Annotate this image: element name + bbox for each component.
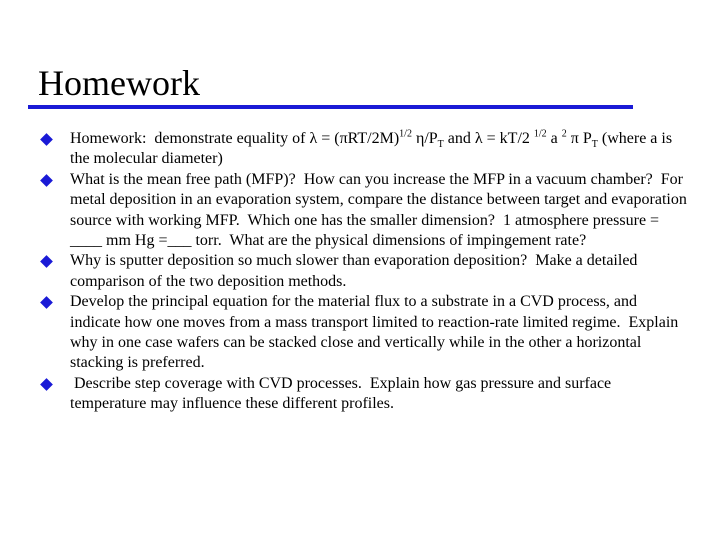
bullet-item xyxy=(40,129,690,170)
text-segment: Why is sputter deposition so much slower than evaporation deposition? Make a detailed comparison of the two deposition methods. xyxy=(70,252,642,290)
superscript: 1/2 xyxy=(399,128,412,140)
text-segment: and λ = kT/2 xyxy=(443,130,534,147)
diamond-bullet-icon xyxy=(40,133,53,146)
bullet-item xyxy=(40,292,690,374)
bullet-item xyxy=(40,251,690,292)
diamond-bullet-icon xyxy=(40,296,53,309)
superscript: 1/2 xyxy=(533,128,547,140)
slide-title: Homework xyxy=(38,63,200,103)
text-segment: π P xyxy=(566,130,592,147)
diamond-bullet-icon xyxy=(40,256,53,269)
diamond-bullet-icon xyxy=(40,174,53,187)
text-segment: a xyxy=(546,130,562,147)
diamond-bullet-icon xyxy=(40,378,53,391)
text-segment: Describe step coverage with CVD processes. Explain how gas pressure and surface temperature may influence these different profiles. xyxy=(70,374,616,413)
text-segment: Homework: demonstrate equality of λ = (πRT/2M) xyxy=(70,130,400,147)
superscript: 2 xyxy=(561,128,567,140)
bullet-text xyxy=(70,129,690,170)
subscript: T xyxy=(591,139,598,151)
bullet-text xyxy=(70,251,690,292)
text-segment: What is the mean free path (MFP)? How can you increase the MFP in a vacuum chamber? For metal deposition in an evaporation system, compare the distance between target and evaporation source with working MFP. Which one has the smaller dimension? 1 atmosphere pressure = ____ mm Hg =___ torr. What are the physical dimensions of impingement rate? xyxy=(70,170,691,250)
bullet-item xyxy=(40,374,690,415)
text-segment: Develop the principal equation for the material flux to a substrate in a CVD process, and indicate how one moves from a mass transport limited to reaction-rate limited regime. Explain why in one case wafers can be stacked close and vertically while in the other a horizontal stacking is preferred. xyxy=(70,293,683,372)
text-segment: η/P xyxy=(411,130,438,147)
bullet-text xyxy=(70,170,690,252)
bullet-list xyxy=(40,129,690,415)
bullet-text xyxy=(70,292,690,374)
bullet-text xyxy=(70,374,690,415)
title-underline xyxy=(28,105,633,109)
subscript: T xyxy=(437,139,444,151)
bullet-item xyxy=(40,170,690,252)
text-segment: (where a is the molecular diameter) xyxy=(70,130,677,168)
